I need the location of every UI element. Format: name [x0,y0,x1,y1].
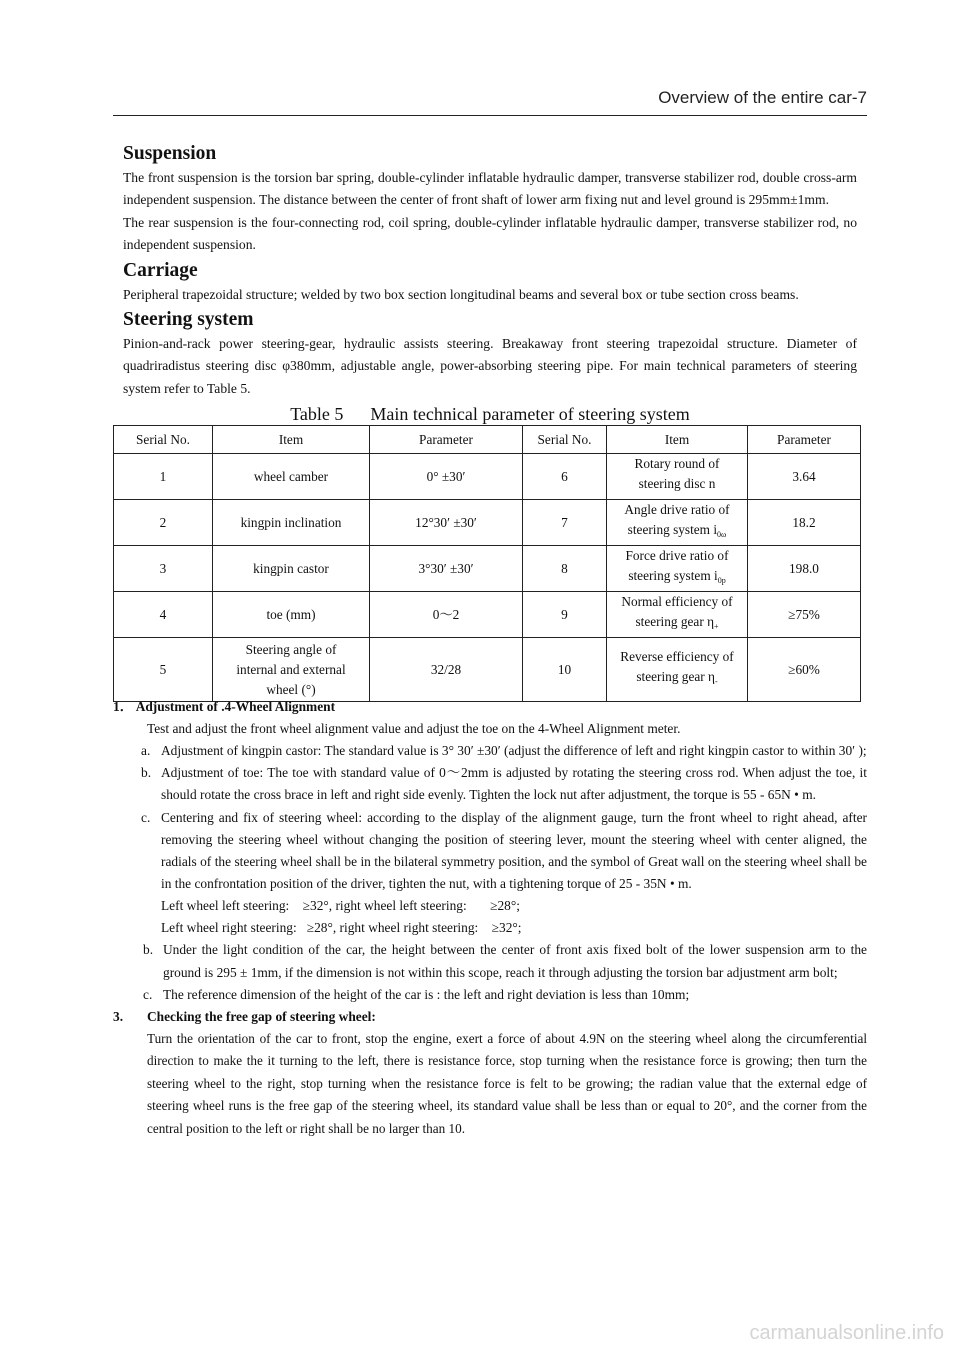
col-header: Parameter [748,426,861,454]
item-line-text: steering system i [628,568,718,583]
site-watermark: carmanualsonline.info [749,1322,944,1344]
parameter-cell: ≥75% [748,592,861,638]
serial-cell: 2 [114,500,213,546]
item-cell: toe (mm) [213,592,370,638]
item-cell [607,592,748,638]
item-line [610,474,744,499]
col-header: Parameter [370,426,523,454]
list-text: Adjustment of toe: The toe with standard value of 0～2mm is adjusted by rotating the steering cross rod. When adjust the toe, it should rotate the cross brace in left and right side evenly. Tighten the lock nut after adjustment, the torque is 55 - 65N • m. [161,765,867,803]
list-text: The reference dimension of the height of the car is : the left and right deviation is less than 10mm; [163,986,690,1002]
page-header: Overview of the entire car-7 [658,88,867,107]
item-cell [607,638,748,702]
serial-cell: 9 [523,592,607,638]
serial-cell: 4 [114,592,213,638]
parameter-cell: ≥60% [748,638,861,702]
item-line [610,612,744,637]
item-line: Angle drive ratio of [624,502,730,517]
item-line: wheel (°) [266,681,316,697]
carriage-heading: Carriage [123,259,198,281]
item-cell: kingpin castor [213,546,370,592]
free-gap-paragraph: Turn the orientation of the car to front, stop the engine, exert a force of about 4.9N on the steering wheel along the circumferential direction to make the it turning to the left, there is resistance force, stop turning when the resistance force is growing; then turn the steering wheel to the right, stop turning when the resistance force is felt to be growing; the radian value that the external edge of steering wheel runs is the free gap of the steering wheel, its standard value shall be less than or equal to 20°, and the corner from the central position to the left or right shall be no larger than 10. [147,1031,867,1136]
list-item [113,762,867,806]
serial-cell: 6 [523,454,607,500]
list-item [113,807,867,896]
item-line: Steering angle of [245,641,337,657]
carriage-paragraph: Peripheral trapezoidal structure; welded by two box section longitudinal beams and several box or tube section cross beams. [123,286,799,302]
item-cell: kingpin inclination [213,500,370,546]
list-text: Centering and fix of steering wheel: according to the display of the alignment gauge, turn the front wheel to right ahead, after removing the steering wheel without changing the position of steering lever, mount the steering wheel with center aligned, the radials of the steering wheel shall be in the bilateral symmetry position, and the symbol of Great wall on the steering wheel shall be in the confrontation position of the driver, tighten the nut, with a tightening torque of 25 - 35N • m. [161,809,867,892]
alignment-heading: 1． Adjustment of .4-Wheel Alignment [113,699,336,714]
section-number: 3. [113,1009,124,1025]
item-subscript: 0ω [717,530,727,539]
parameter-cell: 12°30′ ±30′ [370,500,523,546]
item-line-text: steering gear η [636,669,715,684]
item-line-text: steering disc n [638,476,716,491]
table-row [114,546,861,592]
item-line [610,667,744,692]
suspension-front-paragraph: The front suspension is the torsion bar spring, double-cylinder inflatable hydraulic damper, transverse stabilizer rod, double cross-arm independent suspension. The distance between the center of front shaft of lower arm fixing nut and level ground is 295mm±1mm. [123,170,857,208]
parameter-cell: 3°30′ ±30′ [370,546,523,592]
list-text: Under the light condition of the car, the height between the center of front axis fixed bolt of the lower suspension arm to the ground is 295 ± 1mm, if the dimension is not within this scope, reach it through adjusting the torsion bar adjustment arm bolt; [163,942,867,980]
table-row [114,592,861,638]
item-cell [607,546,748,592]
steering-angle-right: Left wheel right steering: ≥28°, right wheel right steering: ≥32°; [161,920,522,936]
item-line: internal and external [236,661,346,677]
item-line-text: steering system i [627,522,718,537]
suspension-rear-paragraph: The rear suspension is the four-connecting rod, coil spring, double-cylinder inflatable hydraulic damper, transverse stabilizer rod, no independent suspension. [123,214,857,253]
list-item [113,984,867,1006]
intro-sections [123,140,857,426]
table-header-row [114,426,861,454]
suspension-heading: Suspension [123,143,217,164]
item-cell: wheel camber [213,454,370,500]
procedure-section [113,696,867,1140]
list-marker: c. [141,809,151,825]
steering-heading: Steering system [123,309,254,331]
item-line-text: steering gear η [635,614,715,629]
item-cell [213,638,370,702]
steering-angle-left: Left wheel left steering: ≥32°, right wheel left steering: ≥28°; [161,898,520,914]
serial-cell: 7 [523,500,607,546]
item-line: Rotary round of [634,456,720,471]
table-row [114,638,861,702]
free-gap-heading: Checking the free gap of steering wheel: [147,1009,376,1025]
list-marker: a. [141,743,151,758]
item-cell [607,454,748,500]
table-row [114,500,861,546]
serial-cell: 8 [523,546,607,592]
col-header: Serial No. [523,426,607,454]
list-item [113,939,867,983]
serial-cell: 10 [523,638,607,702]
table-caption: Table 5 Main technical parameter of steering system [290,404,690,425]
steering-paragraph: Pinion-and-rack power steering-gear, hydraulic assists steering. Breakaway front steering trapezoidal structure. Diameter of quadriradistus steering disc φ380mm, adjustable angle, power-absorbing steering pipe. For main technical parameters of steering system refer to Table 5. [123,336,857,396]
serial-cell: 1 [114,454,213,500]
serial-cell: 3 [114,546,213,592]
col-header: Item [607,426,748,454]
item-subscript: - [714,677,718,686]
list-marker: b. [141,765,152,781]
list-item [113,740,867,762]
list-marker: b. [143,942,154,958]
table-row [114,454,861,500]
item-line [610,566,744,591]
col-header: Item [213,426,370,454]
parameter-cell: 0° ±30′ [370,454,523,500]
free-gap-heading-row [113,1006,867,1028]
item-line: Force drive ratio of [625,548,729,563]
parameter-cell: 198.0 [748,546,861,592]
item-line: Normal efficiency of [621,594,733,609]
item-subscript: 0p [717,576,726,585]
parameter-cell: 0～2 [370,592,523,638]
col-header: Serial No. [114,426,213,454]
parameter-cell: 18.2 [748,500,861,546]
parameter-cell: 3.64 [748,454,861,500]
serial-cell: 5 [114,638,213,702]
parameter-cell: 32/28 [370,638,523,702]
steering-parameter-table [113,425,861,702]
alignment-intro: Test and adjust the front wheel alignment value and adjust the toe on the 4-Wheel Alignment meter. [147,721,681,736]
list-text: Adjustment of kingpin castor: The standard value is 3° 30′ ±30′ (adjust the difference of left and right kingpin castor to within 30′ ); [161,743,867,758]
item-line: Reverse efficiency of [620,649,734,664]
header-divider [113,115,867,116]
list-marker: c. [143,986,153,1002]
item-subscript: + [714,622,719,631]
item-line [610,520,744,545]
item-cell [607,500,748,546]
